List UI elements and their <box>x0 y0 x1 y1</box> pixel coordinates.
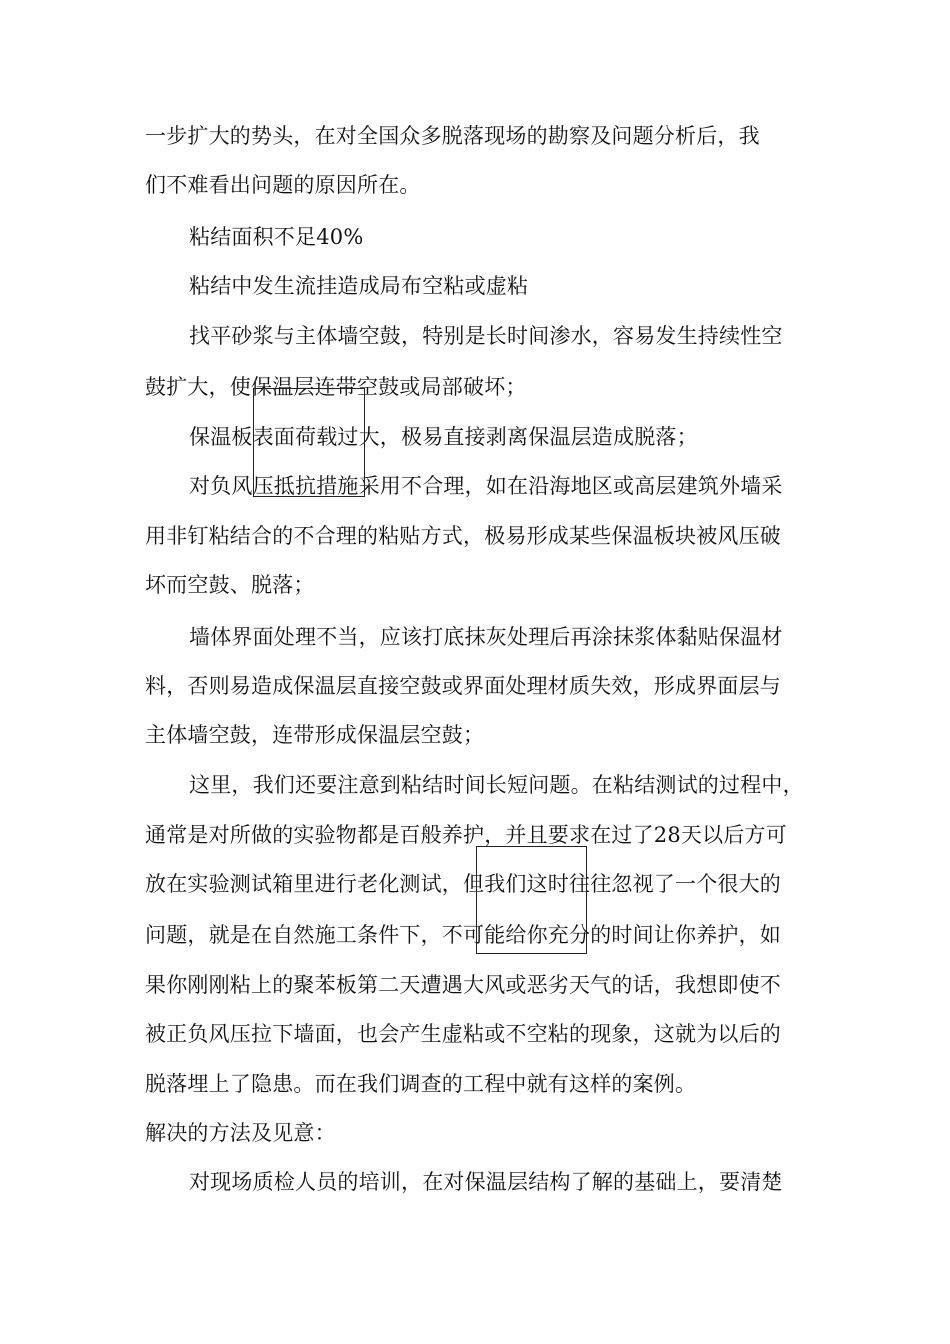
text-line-17: 问题，就是在自然施工条件下，不可能给你充分的时间让你养护，如 <box>145 923 781 947</box>
text-line-4: 粘结中发生流挂造成局布空粘或虚粘 <box>189 274 529 298</box>
text-line-19: 被正负风压拉下墙面，也会产生虚粘或不空粘的现象，这就为以后的 <box>145 1022 781 1046</box>
text-line-1: 一步扩大的势头，在对全国众多脱落现场的勘察及问题分析后，我 <box>145 124 760 148</box>
text-line-6: 鼓扩大，使保温层连带空鼓或局部破坏； <box>145 375 527 399</box>
text-line-7: 保温板表面荷载过大，极易直接剥离保温层造成脱落； <box>189 425 698 449</box>
text-line-15: 通常是对所做的实验物都是百般养护，并且要求在过了28天以后方可 <box>145 823 787 847</box>
text-line-11: 墙体界面处理不当，应该打底抹灰处理后再涂抹浆体黏贴保温材 <box>189 625 783 649</box>
text-line-2: 们不难看出问题的原因所在。 <box>145 173 421 197</box>
text-line-9: 用非钉粘结合的不合理的粘贴方式，极易形成某些保温板块被风压破 <box>145 524 781 548</box>
text-line-18: 果你刚刚粘上的聚苯板第二天遭遇大风或恶劣天气的话，我想即使不 <box>145 973 781 997</box>
text-line-10: 坏而空鼓、脱落； <box>145 573 315 597</box>
text-line-14: 这里，我们还要注意到粘结时间长短问题。在粘结测试的过程中， <box>189 773 804 797</box>
text-line-8: 对负风压抵抗措施采用不合理，如在沿海地区或高层建筑外墙采 <box>189 474 783 498</box>
annotation-box <box>476 846 587 954</box>
text-line-22: 对现场质检人员的培训，在对保温层结构了解的基础上，要清楚 <box>189 1170 783 1194</box>
text-line-3: 粘结面积不足40% <box>189 225 364 249</box>
text-line-5: 找平砂浆与主体墙空鼓，特别是长时间渗水，容易发生持续性空 <box>189 324 783 348</box>
text-line-21: 解决的方法及见意： <box>145 1121 336 1145</box>
annotation-box <box>253 388 365 497</box>
text-line-13: 主体墙空鼓，连带形成保温层空鼓； <box>145 723 485 747</box>
text-line-12: 料，否则易造成保温层直接空鼓或界面处理材质失效，形成界面层与 <box>145 674 781 698</box>
text-line-20: 脱落埋上了隐患。而在我们调查的工程中就有这样的案例。 <box>145 1072 697 1096</box>
text-line-16: 放在实验测试箱里进行老化测试，但我们这时往往忽视了一个很大的 <box>145 872 781 896</box>
